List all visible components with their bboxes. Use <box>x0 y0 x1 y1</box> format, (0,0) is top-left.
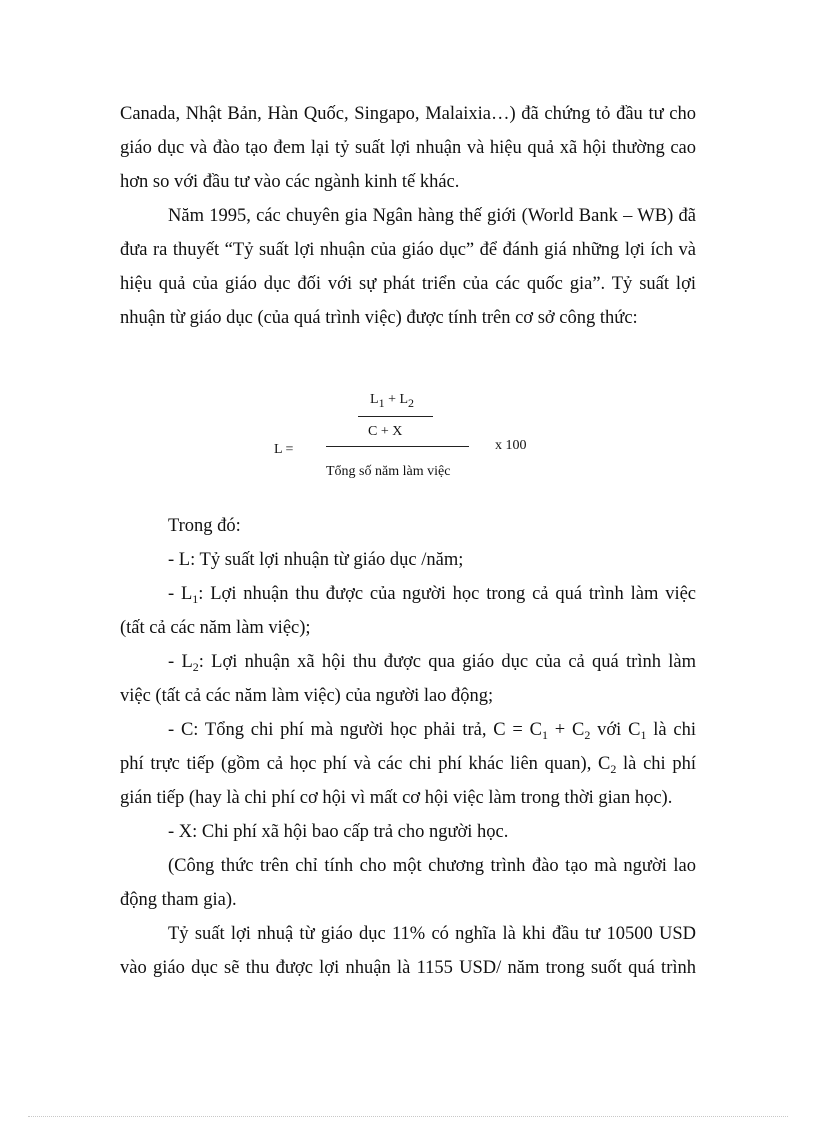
text-line: Canada, Nhật Bản, Hàn Quốc, Singapo, Malaixia…) đã chứng tỏ đầu tư cho <box>120 104 696 124</box>
definition-C-continued: phí trực tiếp (gồm cả học phí và các chi phí khác liên quan), $C_2$ là chi phí <box>120 754 696 776</box>
text-line: hơn so với đầu tư vào các ngành kinh tế khác. <box>120 172 460 192</box>
text-line: vào giáo dục sẽ thu được lợi nhuận là 1155 USD/ năm trong suốt quá trình <box>120 958 696 978</box>
text-line: hiệu quả của giáo dục đối với sự phát triển của các quốc gia”. Tỷ suất lợi <box>120 274 696 294</box>
definition-L1: - $L_1$: Lợi nhuận thu được của người học trong cả quá trình làm việc <box>168 584 697 606</box>
definition-L: - L: Tỷ suất lợi nhuận từ giáo dục /năm; <box>168 550 464 570</box>
text-line: nhuận từ giáo dục (của quá trình việc) được tính trên cơ sở công thức: <box>120 308 638 328</box>
outer-fraction-bar <box>326 446 469 447</box>
definition-L1-continued: (tất cả các năm làm việc); <box>120 618 311 638</box>
definition-C-continued-2: gián tiếp (hay là chi phí cơ hội vì mất cơ hội việc làm trong thời gian học). <box>120 788 673 808</box>
formula-inner-denominator: C + X <box>368 424 403 439</box>
formula-multiplier: x 100 <box>495 438 527 453</box>
definition-L2: - $L_2$: Lợi nhuận xã hội thu được qua giáo dục của cả quá trình làm <box>168 652 696 674</box>
text-line: giáo dục và đào tạo đem lại tỷ suất lợi nhuận và hiệu quả xã hội thường cao <box>120 138 696 158</box>
formula-outer-denominator: Tổng số năm làm việc <box>326 464 451 479</box>
inner-fraction-bar <box>358 416 433 417</box>
paragraph-indent-line: Năm 1995, các chuyên gia Ngân hàng thế giới (World Bank – WB) đã <box>168 206 696 226</box>
note-line: động tham gia). <box>120 890 237 910</box>
definition-C: - C: Tổng chi phí mà người học phải trả, $C = C_1 + C_2$ với $C_1$ là chi <box>168 720 697 742</box>
formula-lhs: L = <box>274 442 294 457</box>
paragraph-indent-line: Tỷ suất lợi nhuậ từ giáo dục 11% có nghĩa là khi đầu tư 10500 USD <box>168 924 696 944</box>
note-line: (Công thức trên chỉ tính cho một chương trình đào tạo mà người lao <box>168 856 696 876</box>
page-bottom-border <box>28 1116 788 1117</box>
definition-X: - X: Chi phí xã hội bao cấp trả cho người học. <box>168 822 509 842</box>
formula-inner-numerator: $L_1 + L_2$ <box>370 392 415 410</box>
text-line: đưa ra thuyết “Tỷ suất lợi nhuận của giáo dục” để đánh giá những lợi ích và <box>120 240 696 260</box>
definitions-intro: Trong đó: <box>168 516 241 536</box>
definition-L2-continued: việc (tất cả các năm làm việc) của người lao động; <box>120 686 494 706</box>
